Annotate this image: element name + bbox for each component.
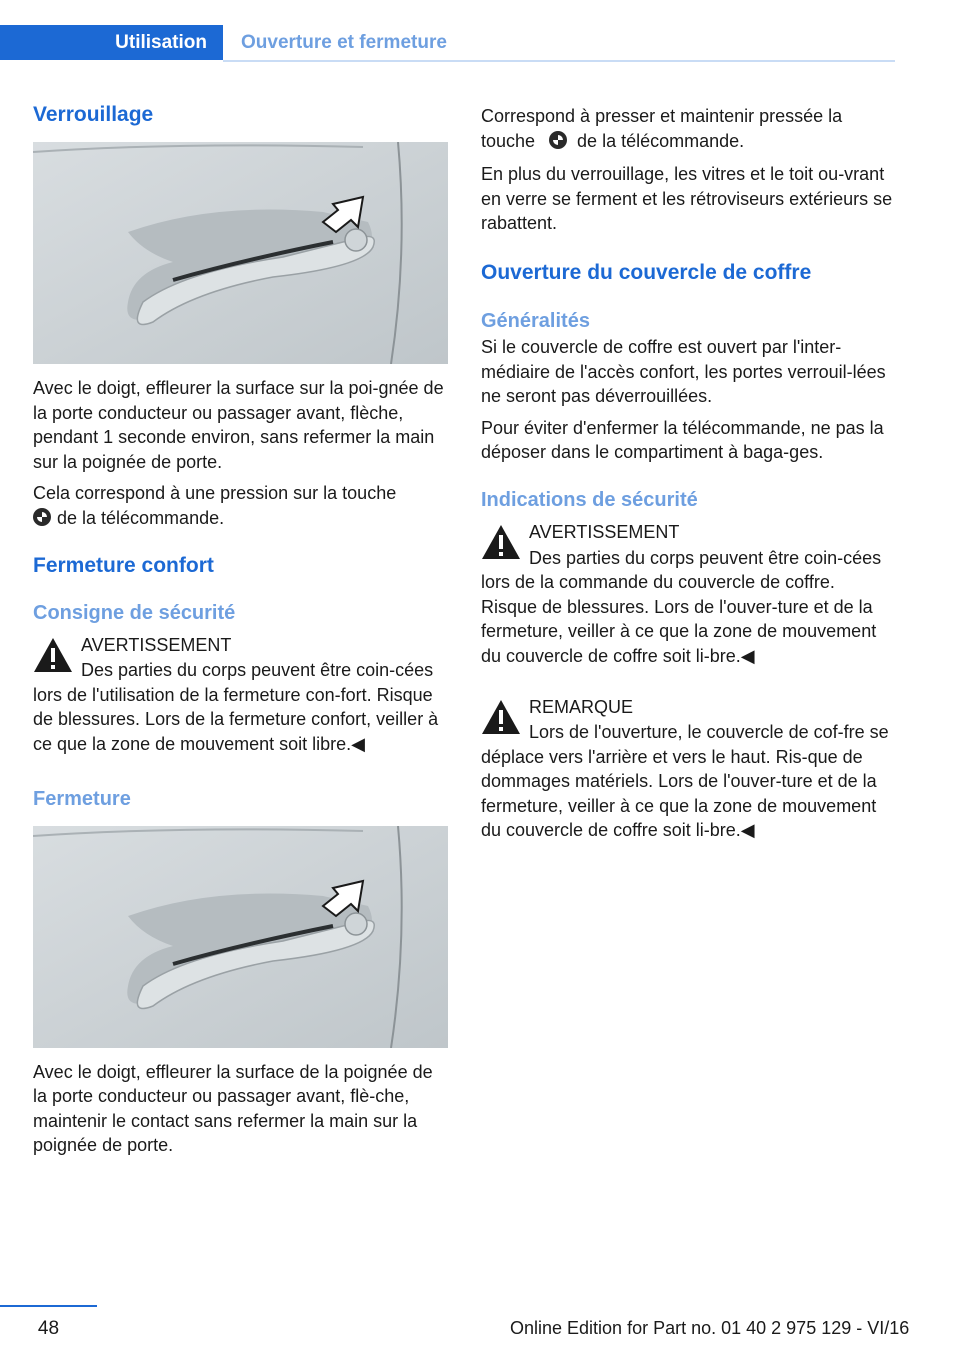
tab-utilisation[interactable]: Utilisation — [0, 25, 223, 60]
header-tabbar — [0, 25, 895, 62]
page-number: 48 — [37, 1318, 60, 1339]
notice-title: REMARQUE — [529, 696, 634, 717]
door-handle-image-2 — [33, 826, 448, 1048]
warning-title: AVERTISSEMENT — [529, 521, 680, 542]
warning-title: AVERTISSEMENT — [81, 634, 232, 655]
warning-body: Des parties du corps peuvent être coin‐cées lors de l'utilisation de la fermeture con‐fort. Risque de blessures. Lors de la fermeture confort, veiller à ce que la zone de mouvement soit libre.◀ — [33, 660, 439, 754]
paragraph-verrouillage-vitres: En plus du verrouillage, les vitres et le toit ou‐vrant en verre se ferment et les rétroviseurs extérieurs se rabattent. — [481, 164, 893, 234]
right-column — [481, 104, 895, 843]
footer-rule — [0, 1305, 97, 1307]
warning-block-3 — [481, 695, 895, 844]
warning-block-2 — [481, 520, 895, 669]
paragraph-verrouillage-2 — [33, 481, 448, 530]
edition-text: Online Edition for Part no. 01 40 2 975 129 - VI/16 — [510, 1318, 910, 1338]
subheading-consigne-securite: Consigne de sécurité — [33, 601, 236, 624]
paragraph-verrouillage-2-start: Cela correspond à une pression sur la touche — [33, 483, 397, 504]
paragraph-correspond — [481, 104, 895, 153]
subheading-generalites: Généralités — [481, 309, 590, 332]
subheading-indications-securite: Indications de sécurité — [481, 488, 698, 511]
bmw-roundel-icon — [549, 131, 567, 149]
heading-verrouillage: Verrouillage — [33, 103, 154, 126]
paragraph-correspond-end: de la télécommande. — [577, 130, 745, 151]
warning-block-1 — [33, 633, 448, 757]
warning-triangle-icon — [481, 524, 521, 560]
tab-ouverture-fermeture[interactable]: Ouverture et fermeture — [241, 32, 447, 53]
paragraph-verrouillage-2-end: de la télécommande. — [57, 507, 225, 528]
paragraph-fermeture: Avec le doigt, effleurer la surface de la poignée de la porte conducteur ou passager avant, flè‐che, maintenir le contact sans refermer la main sur la poignée de porte. — [33, 1061, 433, 1156]
heading-ouverture-coffre: Ouverture du couvercle de coffre — [481, 260, 812, 284]
warning-triangle-icon — [481, 699, 521, 735]
warning-body: Des parties du corps peuvent être coin‐cées lors de la commande du couvercle de coffre. Risque de blessures. Lors de l'ouver‐ture et de la fermeture, veiller à ce que la zone de mouvement du couvercle de coffre soit li‐bre.◀ — [481, 547, 882, 666]
paragraph-generalites-2: Pour éviter d'enfermer la télécommande, ne pas la déposer dans le compartiment à baga‐ges. — [481, 417, 884, 463]
left-column — [33, 100, 448, 1158]
paragraph-verrouillage-1: Avec le doigt, effleurer la surface sur la poi‐gnée de la porte conducteur ou passager avant, flèche, pendant 1 seconde environ, sans refermer la main sur la poignée de porte. — [33, 378, 444, 472]
heading-fermeture-confort: Fermeture confort — [33, 553, 214, 577]
bmw-roundel-icon — [33, 508, 51, 526]
paragraph-generalites-1: Si le couvercle de coffre est ouvert par l'inter‐médiaire de l'accès confort, les portes verrouil‐lées ne seront pas déverrouillées. — [481, 336, 886, 407]
paragraph-correspond-start: Correspond à presser et maintenir pressée la touche — [481, 106, 843, 151]
door-handle-image-1 — [33, 142, 448, 364]
tab-underline — [223, 60, 895, 62]
subheading-fermeture: Fermeture — [33, 787, 131, 810]
notice-body: Lors de l'ouverture, le couvercle de cof‐fre se déplace vers l'arrière et vers le haut. Ris‐que de dommages matériels. Lors de l'ouver‐ture et de la fermeture, veiller à ce que la zone de mouvement du couvercle de coffre soit li‐bre.◀ — [481, 722, 889, 841]
warning-triangle-icon — [33, 637, 73, 673]
